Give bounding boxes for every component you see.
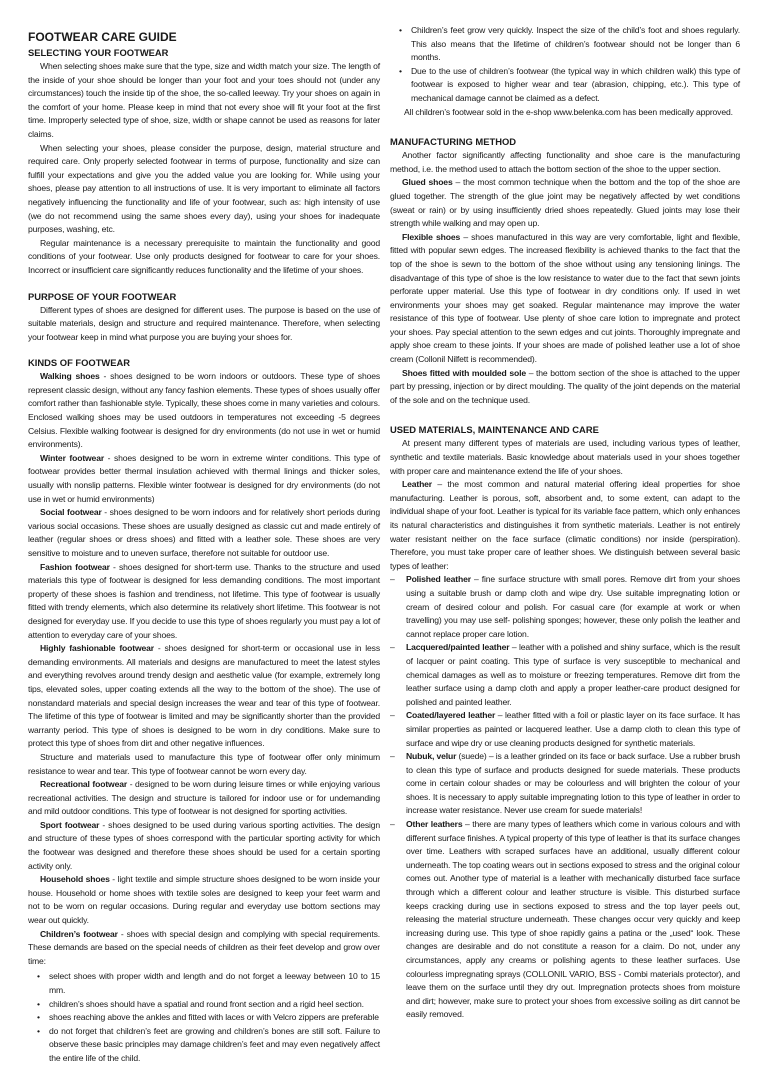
children-bullet-list-continued [390, 24, 740, 106]
section-heading-selecting: SELECTING YOUR FOOTWEAR [28, 47, 169, 58]
term: Polished leather [406, 574, 471, 585]
children-bullet-list [28, 970, 380, 1065]
list-item: • do not forget that children’s feet are growing and children’s bones are still soft. Failure to observe these basic principles may damage children’s feet and may even negatively affect the entire life of the child. [49, 1025, 380, 1066]
paragraph-winter: Winter footwear - shoes designed to be worn in extreme winter conditions. This type of footwear provides better thermal insulation achieved with thermal linings and thicker soles, usually with nonslip patterns. Flexible winter footwear is designed for dry environments (do not use in wet or humid environments) [28, 452, 380, 504]
paragraph: When selecting your shoes, please consider the purpose, design, material structure and required care. Only properly selected footwear in terms of purpose, functionality and size can fulfill your expectations and give you the added value you are looking for. While using your shoes, please pay attention to all instructions of use. It is very important to eliminate all factors negatively influencing the functionality and life of your footwear, such as: high intensity of use (we do not recommend using the same shoes every day), using your shoes for inadequate purposes, washing, etc. [28, 142, 380, 235]
paragraph-glued: Glued shoes – the most common technique when the bottom and the top of the shoe are glued together. The strength of the glue joint may be negatively affected by wet conditions (sweat or rain) or by using insufficiently dried shoes repeatedly. Glued joints may lose their strength while walking and may open up. [390, 177, 740, 229]
paragraph-fashion: Fashion footwear - shoes designed for short-term use. Thanks to the structure and used materials this type of footwear is designed for less demanding conditions. The most important property of these shoes is fashion and trendiness, not lifetime. This type of footwear is usually fitted with trendy elements, which also determine its relatively short lifetime. This footwear is not designed for everyday use. If you decide to use this type of shoes regularly you must pay a lot of attention to everyday care of your shoes. [28, 561, 380, 640]
leather-types-list [390, 573, 740, 1022]
paragraph-leather: Leather – the most common and natural material offering ideal properties for shoe manufacturing. Leather is porous, soft, absorbent and, to some extent, can adapt to the individual shape of your foot. Leather is typical for its variable face pattern, which only enhances its natural characteristics and distinguishes it from synthetic materials. Leather is not entirely water resistant neither on the face surface (climatic conditions) nor inside (perspiration). Therefore, you must take proper care of leather shoes. We distinguish between several basic types of leather: [390, 479, 740, 571]
paragraph-children: Children’s footwear - shoes with special design and complying with special requirements. These demands are based on the special needs of children as their feet develop and grow over time: [28, 928, 380, 966]
term: Lacquered/painted leather [406, 642, 510, 653]
term: Nubuk, velur [406, 751, 457, 762]
paragraph-household: Household shoes - light textile and simple structure shoes designed to be worn inside your house. Household or home shoes with textile soles are designed to keep your feet warm and not to be worn on regular occasions. During regular and everyday use bottom sections may wear out quickly. [28, 874, 380, 926]
paragraph-flexible: Flexible shoes – shoes manufactured in this way are very comfortable, light and flexible, fitted with popular sewn edges. The increased flexibility is achieved thanks to the fact that the top of the shoe is sewn to the bottom of the shoe without using any tensioning linings. The disadvantage of this type of shoe is the low resistance to water due to the fact that sewn joints perforate upper material. Use this type of footwear in dry conditions only. If used in wet environments your shoes may get soaked. Regular maintenance may improve the water resistance of this type of footwear. Use plenty of shoe care lotion to impregnate and protect your shoes. Pay special attention to the sewn edges and cut joints. Thoroughly impregnate and apply shoe cream to these joints. If your shoes are made of polished leather use a lot of shoe cream (Collonil Nilfett is recommended). [390, 231, 740, 365]
list-item: – Nubuk, velur (suede) – is a leather grinded on its face or back surface. Use a rubber brush to clean this type of surface and products designed for suede materials. These products come in certain colour shades or may be colourless and will brighten the colour of your shoes. It is necessary to apply suitable impregnating lotion to this type of leather in order to increase water resistance. Never use cream for suede materials! [406, 750, 740, 818]
eshop-note: All children’s footwear sold in the e-shop www.belenka.com has been medically approved. [404, 106, 733, 117]
term: Social footwear [40, 507, 102, 518]
section-heading-kinds: KINDS OF FOOTWEAR [28, 357, 131, 369]
term: Recreational footwear [40, 779, 128, 790]
paragraph: Regular maintenance is a necessary prerequisite to maintain the functionality and good conditions of your footwear. Use only products designed for footwear to care for your shoes. Incorrect or insufficient care significantly reduces functionality and the lifetime of your shoes. [28, 237, 380, 275]
term: Leather [402, 479, 432, 490]
term: Flexible shoes [402, 231, 461, 242]
section-heading-manufacturing: MANUFACTURING METHOD [390, 136, 517, 148]
list-item: • children’s shoes should have a spatial and round front section and a rigid heel section. [49, 998, 380, 1012]
paragraph-recreational: Recreational footwear - designed to be worn during leisure times or while enjoying various recreational activities. The design and structure is tailored for indoor use or for undemanding and mild outdoor conditions. This type of footwear is not designed for sporting activities. [28, 779, 380, 817]
paragraph: Another factor significantly affecting functionality and shoe care is the manufacturing method, i.e. the method used to attach the bottom section of the shoe to the upper section. [390, 150, 740, 174]
paragraph: When selecting shoes make sure that the type, size and width match your size. The length of the inside of your shoe should be longer than your foot and your toes should not (under any circumstances) touch the inside tip of the shoe, the so-called leeway. Try your shoes on again in the comfort of your home. Please keep in mind that not every shoe will fit your foot at the first time. Improperly selected type of shoe, size, width or shape cannot be used as reasons for later claims. [28, 61, 380, 139]
list-item: – Polished leather – fine surface structure with small pores. Remove dirt from your shoes using a suitable brush or damp cloth and wipe dry. Use suitable impregnating lotion or cream of desired colour and polish. For casual care (for example at work or when travelling) you may use self- polishing sponges; however, these only polish the leather and cannot replace proper care lotion. [406, 573, 740, 641]
paragraph-moulded: Shoes fitted with moulded sole – the bottom section of the shoe is attached to the upper part by pressing, injection or by direct moulding. The quality of the joint depends on the material of the sole and on the technique used. [390, 367, 740, 405]
document-title: FOOTWEAR CARE GUIDE [28, 30, 177, 44]
paragraph-sport: Sport footwear - shoes designed to be used during various sporting activities. The design and structure of these types of shoes correspond with the particular sporting activity for which the footwear was designed and therefore these shoes should be used for a certain sporting activity only. [28, 819, 381, 871]
paragraph: Different types of shoes are designed for different uses. The purpose is based on the use of suitable materials, design and structure and required maintenance. Therefore, when selecting your footwear keep in mind what purpose you are buying your shoes for. [28, 304, 380, 342]
paragraph-social: Social footwear - shoes designed to be worn indoors and for relatively short periods during various social occasions. These shoes are usually designed as classic cut and made entirely of leather (regular shoes or dress shoes) and fitted with a leather sole. These shoes are very sensitive to moisture and to uneven surface, therefore not suitable for outdoor use. [28, 507, 381, 558]
term: Other leathers [406, 819, 463, 830]
paragraph-structure: Structure and materials used to manufacture this type of footwear offer only minimum resistance to wear and tear. This type of footwear cannot be worn every day. [28, 751, 380, 776]
term: Walking shoes [40, 371, 100, 382]
term: Household shoes [40, 874, 110, 885]
right-column [390, 24, 740, 1022]
term: Highly fashionable footwear [40, 643, 154, 654]
list-item: – Lacquered/painted leather – leather with a polished and shiny surface, which is the result of lacquer or paint coating. This type of surface is very susceptible to mechanical and chemical damages as well as to moisture or freezing temperatures. Remove dirt from the leather surface using a damp cloth and apply a proper leather-care product designed for polished and painted leather. [406, 641, 740, 709]
list-item: • select shoes with proper width and length and do not forget a leeway between 10 to 15 mm. [49, 970, 380, 997]
paragraph-highly-fashionable: Highly fashionable footwear - shoes designed for short-term or occasional use in less demanding environments. All materials and designs are manufactured to meet the latest styles and everything revolves around trendy design and aesthetic value (for example, extremely long tips, elevated soles, upper coating extends all the way to the bottom of the shoe). The use of nonstandard materials and special design increases the wear and tear of this type of footwear. The lifetime of this type of footwear is limited and may be significantly shorter than the provided warranty period. This type of shoes is designed to be worn in dry conditions. Make sure to protect this type of shoes from dirt and other negative influences. [28, 643, 380, 749]
list-item: • Children’s feet grow very quickly. Inspect the size of the child’s foot and shoes regularly. This also means that the lifetime of children’s footwear should not be longer than 6 months. [411, 24, 740, 65]
section-heading-purpose: PURPOSE OF YOUR FOOTWEAR [28, 290, 177, 302]
term: Winter footwear [40, 452, 105, 463]
term: Glued shoes [402, 177, 453, 188]
paragraph-walking: Walking shoes - shoes designed to be worn indoors or outdoors. These type of shoes represent classic design, without any fancy fashion elements. These types of shoes usually offer comfort rather than fashionable style. Typically, these shoes come in many varieties and colours. Enclosed walking shoes may be used outdoors in temperatures not exceeding -5 degrees Celsius. Flexible walking footwear is designed for dry environments (do not use in wet or humid environments). [28, 371, 380, 450]
term: Fashion footwear [40, 561, 110, 572]
term: Sport footwear [40, 819, 100, 830]
paragraph: At present many different types of materials are used, including various types of leather, synthetic and textile materials. Basic knowledge about materials used in your shoes together with proper care and maintenance extend the life of your shoes. [390, 438, 740, 476]
list-item: – Coated/layered leather – leather fitted with a foil or plastic layer on its face surface. It has similar properties as painted or lacquered leather. Use a damp cloth to clean this type of surface and wipe dry or use cleaning products designed for synthetic materials. [406, 709, 740, 750]
term: Shoes fitted with moulded sole [402, 367, 526, 378]
section-heading-materials: USED MATERIALS, MAINTENANCE AND CARE [390, 424, 599, 436]
list-item: • shoes reaching above the ankles and fitted with laces or with Velcro zippers are preferable [49, 1011, 380, 1025]
left-column [28, 30, 380, 1066]
term: Children’s footwear [40, 928, 118, 939]
list-item: – Other leathers – there are many types of leathers which come in various colours and with different surface finishes. A typical property of this type of leather is that its surface changes over time. Leathers with scraped surfaces have an additional, usually different colour underneath. The top coating wears out in sections exposed to stress and the original colour comes out. Another type of material is a leather with mechanically disturbed face surface through which a different colour and leather structure is visible. This disturbed surface keeps cracking during use in sections exposed to stress and the top layer peels out, releasing the material structure underneath. These changes occur very quickly and keep increasing during use. This type of shoe rapidly gains a patina or the „used“ look. These changes are desirable and do not constitute a reason for a claim. Do not, under any circumstances, apply any creams or polishing agents to these leather surfaces. Use colourless impregnating sprays (COLLONIL VARIO, BSS - Combi materials protector), and leave them on the surface until they dry out. Impregnation protects shoes from moisture and dirt; however, make sure to protect your shoes from excessive soiling as dirt cannot be easily removed. [406, 818, 740, 1022]
term: Coated/layered leather [406, 710, 496, 721]
list-item: • Due to the use of children’s footwear (the typical way in which children walk) this type of footwear is exposed to higher wear and tear (abrasion, chipping, etc.). This type of mechanical damage cannot be claimed as a defect. [411, 65, 740, 106]
